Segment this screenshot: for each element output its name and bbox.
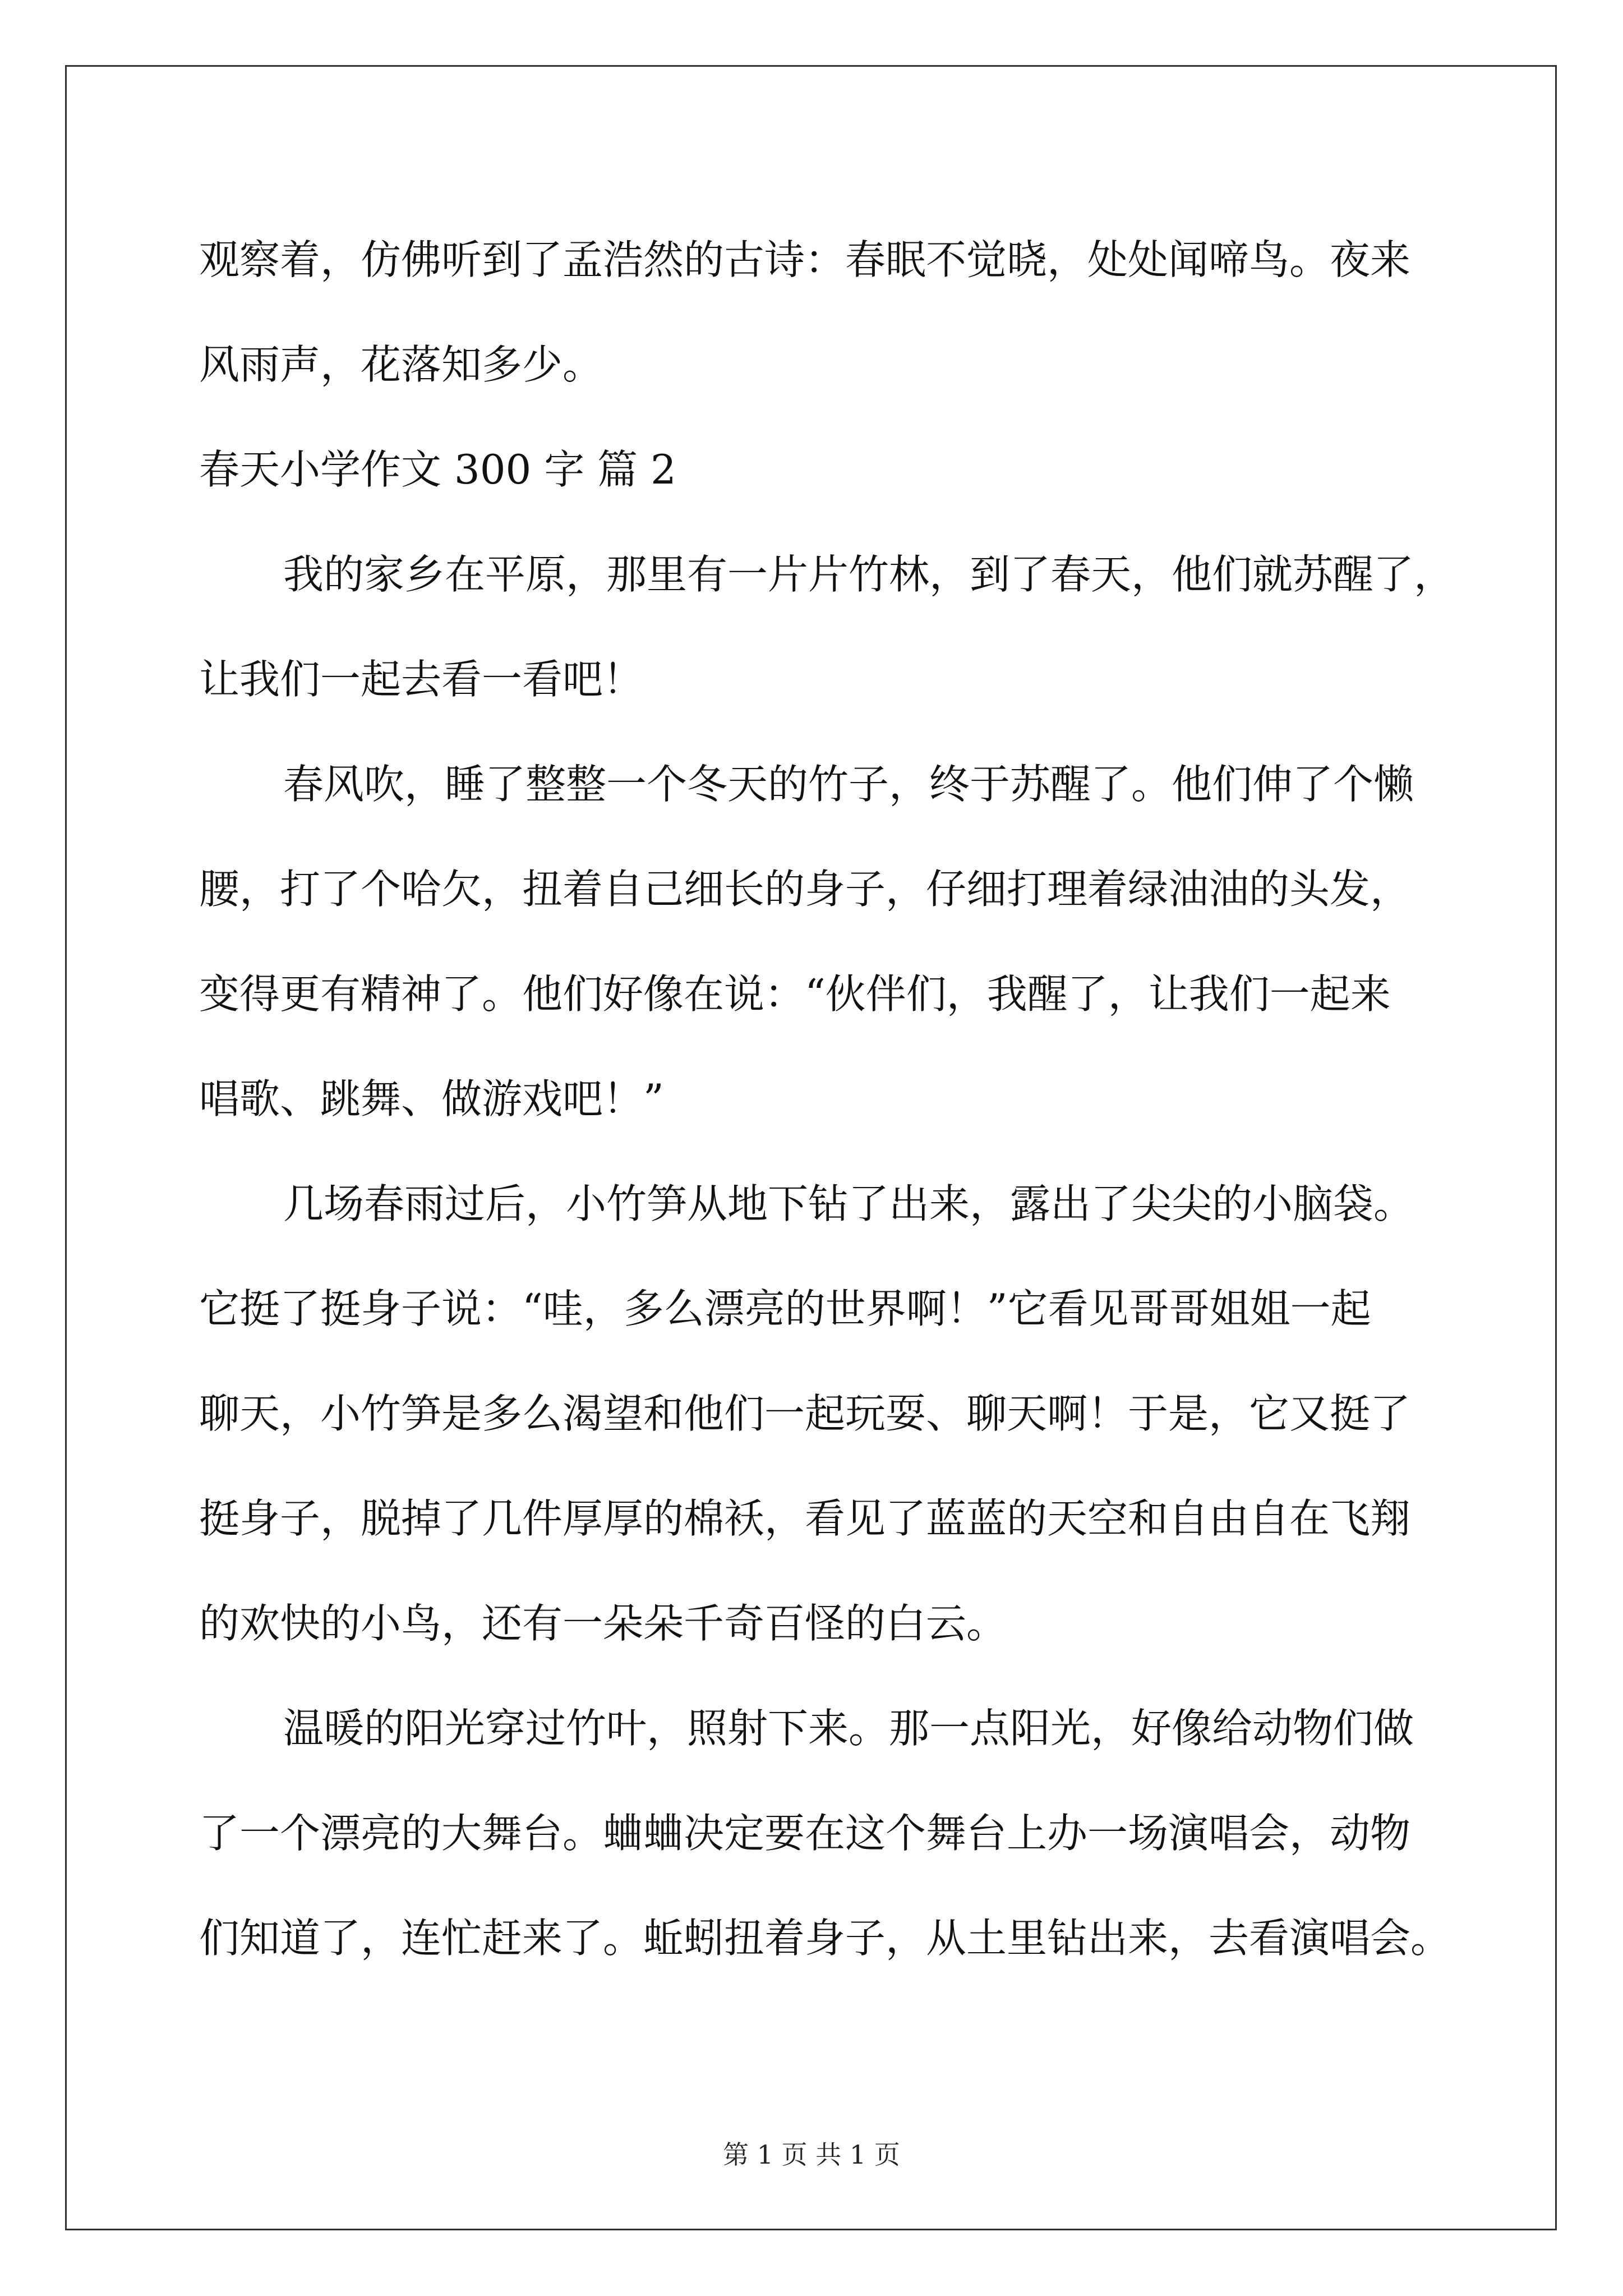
text-line: 几场春雨过后，小竹笋从地下钻了出来，露出了尖尖的小脑袋。 — [283, 1180, 1414, 1227]
text-line: 温暖的阳光穿过竹叶，照射下来。那一点阳光，好像给动物们做 — [283, 1705, 1414, 1752]
heading-text: 春天小学作文 300 字 篇 2 — [199, 446, 676, 493]
text-line: 唱歌、跳舞、做游戏吧！” — [199, 1075, 664, 1122]
text-line: 变得更有精神了。他们好像在说：“伙伴们，我醒了，让我们一起来 — [199, 970, 1391, 1018]
paragraph — [199, 1152, 1433, 1676]
text-line: 让我们一起去看一看吧！ — [199, 656, 644, 703]
text-line: 们知道了，连忙赶来了。蚯蚓扭着身子，从土里钻出来，去看演唱会。 — [199, 1915, 1451, 1962]
text-line: 挺身子，脱掉了几件厚厚的棉袄，看见了蓝蓝的天空和自由自在飞翔 — [199, 1495, 1411, 1542]
text-line: 腰，打了个哈欠，扭着自己细长的身子，仔细打理着绿油油的头发， — [199, 866, 1411, 913]
text-line: 的欢快的小鸟，还有一朵朵千奇百怪的白云。 — [199, 1600, 1007, 1647]
page-footer: 第 1 页 共 1 页 — [723, 2139, 900, 2170]
text-line: 了一个漂亮的大舞台。蛐蛐决定要在这个舞台上办一场演唱会，动物 — [199, 1810, 1411, 1857]
text-line: 我的家乡在平原，那里有一片片竹林，到了春天，他们就苏醒了， — [283, 551, 1455, 598]
text-line: 观察着，仿佛听到了孟浩然的古诗：春眠不觉晓，处处闻啼鸟。夜来 — [199, 236, 1411, 283]
text-line: 它挺了挺身子说：“哇，多么漂亮的世界啊！”它看见哥哥姐姐一起 — [199, 1285, 1371, 1332]
text-line: 聊天，小竹笋是多么渴望和他们一起玩耍、聊天啊！于是，它又挺了 — [199, 1390, 1411, 1437]
paragraph-continuation — [199, 208, 1433, 417]
section-heading — [199, 417, 1433, 522]
paragraph — [199, 1676, 1451, 1991]
text-line: 春风吹，睡了整整一个冬天的竹子，终于苏醒了。他们伸了个懒 — [283, 761, 1414, 808]
paragraph — [199, 522, 1455, 732]
text-line: 风雨声，花落知多少。 — [199, 341, 603, 388]
paragraph — [199, 732, 1433, 1152]
document-body — [199, 208, 1455, 1991]
